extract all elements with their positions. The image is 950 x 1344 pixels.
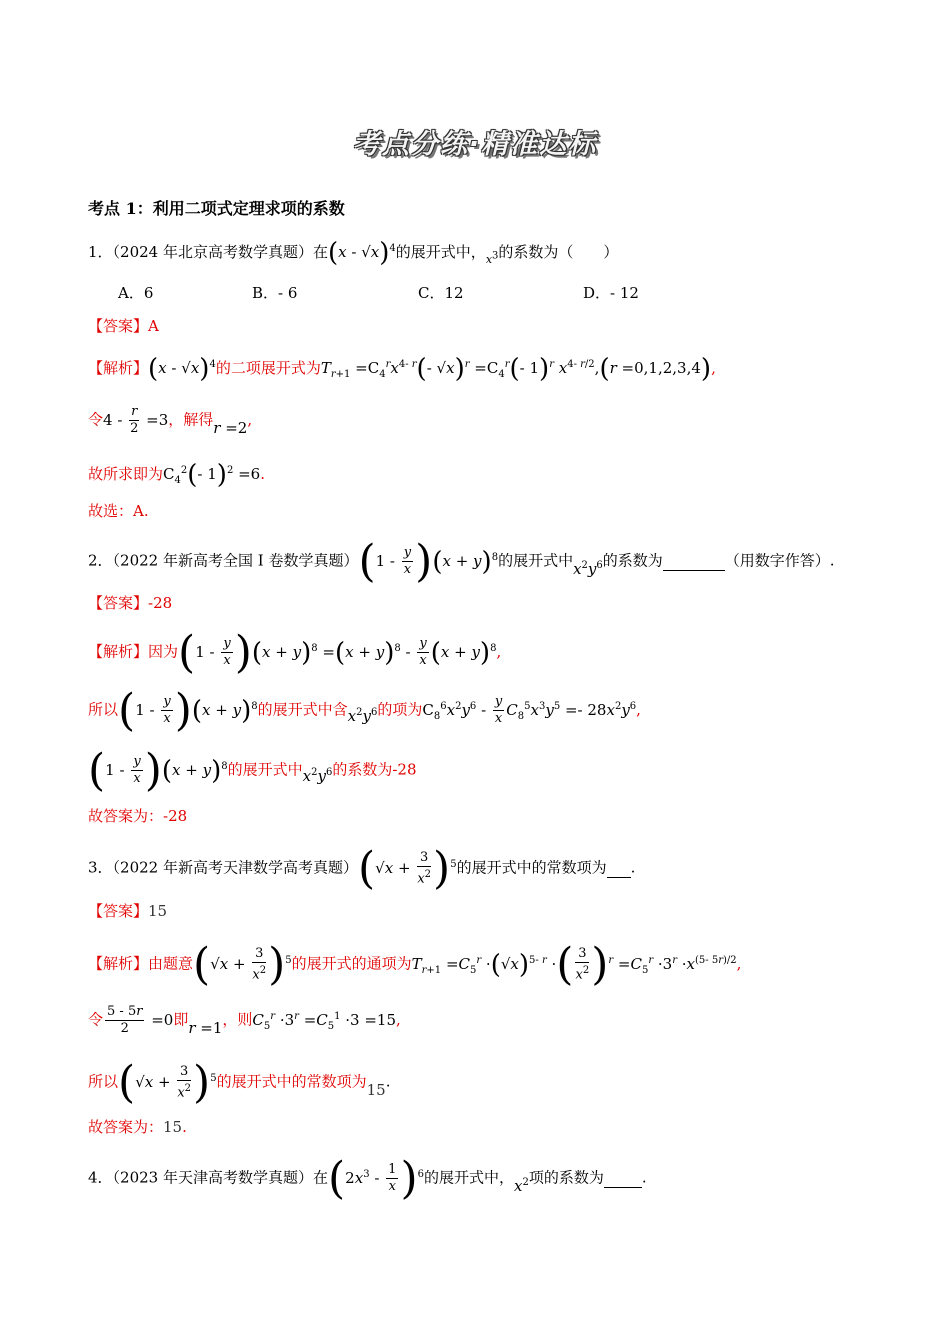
answer-blank[interactable]: [663, 552, 725, 571]
analysis-3-line-2: 令 $\frac{5 - 5r}{2}$ =0即r =1，则$C_5^r \cdot 3^r =C_5^1 \cdot 3 =15$,: [88, 1004, 401, 1037]
formula: ($2x^3$ - $\frac{1}{x}$ )$^6$: [328, 1152, 424, 1204]
question-1: 1．（2024 年北京高考数学真题）在(x - √x)$^4$的展开式中，$_{x^3}$的系数为（ ）: [88, 238, 619, 268]
section-banner: 考点分练·精准达标: [352, 129, 598, 160]
option-b[interactable]: B．- 6: [252, 284, 298, 302]
question-number: 1．: [88, 243, 113, 261]
analysis-2-line-3: (1 - $\frac{y}{x}$ )$(x + y)^8$的展开式中$x^2y^6$的系数为-28: [88, 744, 417, 796]
formula: (1 - $\frac{y}{x}$ )$(x + y)^8$: [118, 684, 258, 736]
analysis-2-line-2: 所以(1 - $\frac{y}{x}$ )$(x + y)^8$的展开式中含$x^2y^6$的项为$C_8^6x^2y^6$ - $\frac{y}{x}$ $C_8^5x^3y^5 =- 28x^2y^6$,: [88, 684, 641, 736]
formula: $T_{r+1} =C_4^rx^{4- r}(-$ $√x)^r =C_4^r(-$ 1)$^r$ $x^{4- r/2},(r =0,1,2,3,4)$: [320, 354, 712, 384]
formula: $x^2y^6$: [347, 706, 378, 725]
formula: $x^2y^6$: [573, 559, 603, 578]
formula: $C_5^r \cdot 3^r =C_5^1 \cdot 3 =15$: [252, 1010, 397, 1032]
analysis-3-line-3: 所以(√x + $\frac{3}{x^2}$ )$^5$的展开式中的常数项为15.: [88, 1056, 391, 1108]
question-3: 3．（2022 年新高考天津数学高考真题）(√x + $\frac{3}{x^2}$ )$^5$的展开式中的常数项为 .: [88, 842, 636, 894]
analysis-2-line-4: 故答案为：-28: [88, 807, 188, 825]
formula: r =2: [213, 418, 248, 437]
formula: (1 - $\frac{y}{x}$ )$(x + y)^8$: [358, 535, 499, 587]
formula: r =1: [188, 1018, 223, 1037]
formula: $T_{r+1} =C_5^r \cdot(√x)^{5- r}$ ·( $\frac{3}{x^2}$ )$^r =C_5^r \cdot 3^r \cdot x^{(5- 5r)/2}$: [411, 938, 737, 990]
section-title: 考点 1：利用二项式定理求项的系数: [88, 199, 345, 218]
formula: $x^2$: [514, 1176, 529, 1195]
analysis-3-line-1: 【解析】由题意(√x + $\frac{3}{x^2}$ )$^5$的展开式的通项为$T_{r+1} =C_5^r \cdot(√x)^{5- r}$ ·( $\frac{3}{x^2}$ )$^r =C_5^r \cdot 3^r \cdot x^{(5- 5r)/2}$,: [88, 938, 742, 990]
analysis-1-line-4: 故选：A.: [88, 502, 149, 520]
formula: (√x + $\frac{3}{x^2}$ )$^5$: [118, 1056, 217, 1108]
formula: (x - √x)$^4$: [328, 238, 396, 268]
analysis-3-line-4: 故答案为：15.: [88, 1118, 187, 1136]
answer-1: 【答案】A: [88, 317, 159, 335]
option-d[interactable]: D．- 12: [583, 284, 639, 302]
formula: (√x + $\frac{3}{x^2}$ )$^5$: [358, 842, 457, 894]
option-c[interactable]: C．12: [418, 284, 464, 302]
formula: (√x + $\frac{3}{x^2}$ )$^5$: [193, 938, 292, 990]
formula: $x^2y^6$: [302, 766, 333, 785]
answer-blank[interactable]: [604, 1169, 642, 1188]
formula: (1 - $\frac{y}{x}$ )$(x + y)^8 =(x + y)^8$ - $\frac{y}{x}$ $(x + y)^8$: [178, 626, 497, 678]
analysis-2-line-1: 【解析】因为(1 - $\frac{y}{x}$ )$(x + y)^8 =(x + y)^8$ - $\frac{y}{x}$ $(x + y)^8$,: [88, 626, 502, 678]
answer-2: 【答案】-28: [88, 594, 173, 612]
formula: (x - √x)$^4$: [148, 354, 216, 384]
formula: x3: [485, 250, 499, 266]
question-2: 2．（2022 年新高考全国 I 卷数学真题）(1 - $\frac{y}{x}$ )$(x + y)^8$的展开式中$x^2y^6$的系数为 （用数字作答）.: [88, 535, 835, 587]
answer-blank[interactable]: [607, 859, 631, 878]
analysis-1-line-3: 故所求即为$C_4^2(-$ 1)$^2$ =6.: [88, 460, 265, 490]
formula: $\frac{5 - 5r}{2}$ =0: [107, 1004, 174, 1036]
formula: (1 - $\frac{y}{x}$ )$(x + y)^8$: [88, 744, 228, 796]
analysis-1-line-2: 令4 - $\frac{r}{2}$ =3，解得r =2,: [88, 404, 253, 437]
formula: $C_8^6x^2y^6$ - $\frac{y}{x}$ $C_8^5x^3y^5 =- 28x^2y^6$: [422, 694, 637, 726]
option-a[interactable]: A．6: [118, 284, 154, 302]
formula: 4 - $\frac{r}{2}$ =3: [103, 404, 169, 436]
formula: $C_4^2(-$ 1)$^2$ =6: [163, 460, 261, 490]
answer-3: 【答案】15: [88, 902, 168, 920]
question-4: 4．（2023 年天津高考数学真题）在($2x^3$ - $\frac{1}{x}$ )$^6$的展开式中，$x^2$项的系数为 .: [88, 1152, 647, 1204]
question-source: （2024 年北京高考数学真题）在: [112, 243, 328, 261]
analysis-1-line-1: 【解析】(x - √x)$^4$的二项展开式为$T_{r+1} =C_4^rx^{4- r}(-$ $√x)^r =C_4^r(-$ 1)$^r$ $x^{4- r/2},(r =0,1,2,3,4)$,: [88, 354, 716, 384]
